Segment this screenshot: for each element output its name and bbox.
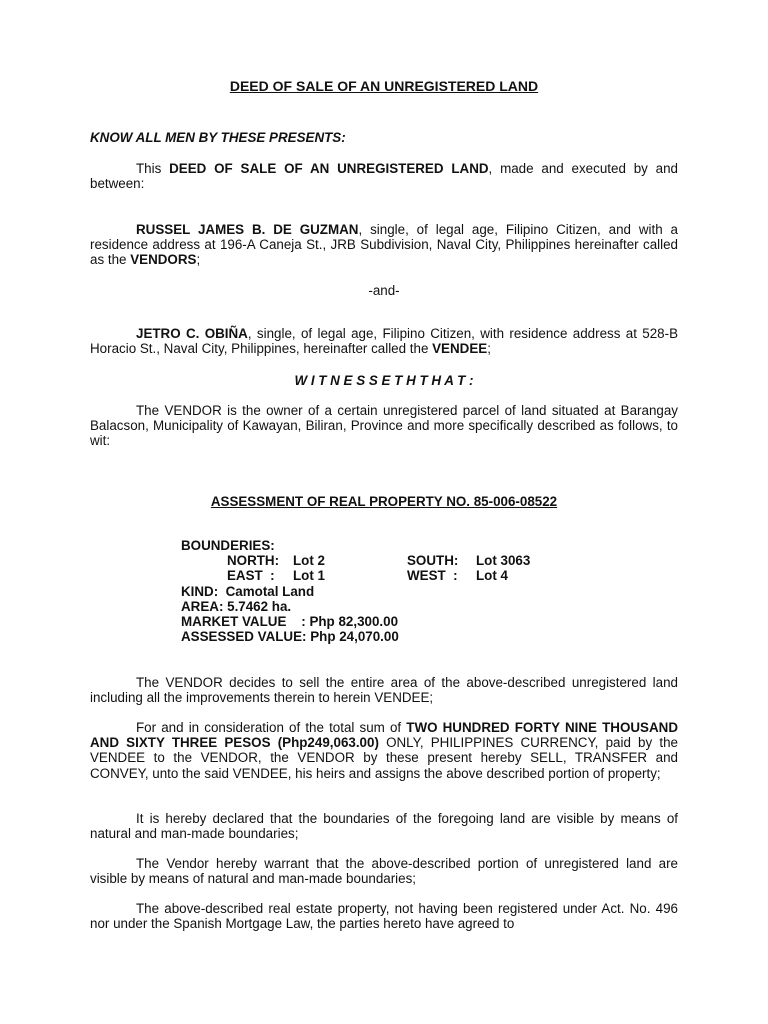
kind-line: KIND: Camotal Land bbox=[181, 583, 315, 599]
act-paragraph: The above-described real estate property, not having been registered under Act. No. 496 nor under the Spanish Mortgage Law, the parties hereto have agreed to bbox=[90, 901, 678, 932]
consideration-amount: TWO HUNDRED FORTY NINE THOUSAND AND SIXTY THREE PESOS (Php249,063.00) bbox=[90, 720, 678, 751]
vendee-paragraph bbox=[90, 326, 678, 356]
witnesseth-heading: W I T N E S S E T H T H A T : bbox=[294, 373, 474, 388]
area-line: AREA: 5.7462 ha. bbox=[181, 598, 292, 614]
assessment-heading: ASSESSMENT OF REAL PROPERTY NO. 85-006-08522 bbox=[210, 494, 558, 509]
opening-rest: , made and executed by and between: bbox=[90, 161, 679, 192]
owner-paragraph: The VENDOR is the owner of a certain unregistered parcel of land situated at Barangay Balacson, Municipality of Kawayan, Biliran, Province and more specifically described as follows, to wit: bbox=[90, 403, 678, 449]
intro-heading: KNOW ALL MEN BY THESE PRESENTS: bbox=[90, 130, 346, 145]
vendor-details: , single, of legal age, Filipino Citizen, and with a residence address at 196-A Caneja St., JRB Subdivision, Naval City, Philippines hereinafter called as the bbox=[90, 222, 679, 268]
west-value: Lot 4 bbox=[476, 568, 508, 584]
vendee-details: , single, of legal age, Filipino Citizen, with residence address at 528-B Horacio St., Naval City, Philippines, hereinafter called the bbox=[90, 326, 678, 357]
vendor-name: RUSSEL JAMES B. DE GUZMAN bbox=[136, 222, 359, 237]
south-value: Lot 3063 bbox=[476, 553, 531, 569]
consideration-lead: For and in consideration of the total sum of bbox=[136, 720, 407, 735]
south-label: SOUTH: bbox=[407, 553, 459, 569]
opening-deed-name: DEED OF SALE OF AN UNREGISTERED LAND bbox=[169, 161, 489, 176]
consideration-rest: ONLY, PHILIPPINES CURRENCY, paid by the VENDEE to the VENDOR, the VENDOR by these present hereby SELL, TRANSFER and CONVEY, unto the said VENDEE, his heirs and assigns the above described portion of property; bbox=[90, 735, 678, 781]
east-value: Lot 1 bbox=[293, 568, 325, 584]
vendee-role: VENDEE bbox=[432, 341, 488, 357]
consideration-paragraph bbox=[90, 720, 678, 781]
vendee-name: JETRO C. OBIÑA bbox=[136, 326, 248, 341]
boundaries-row-2 bbox=[181, 568, 530, 583]
vendee-end: ; bbox=[487, 341, 491, 357]
opening-paragraph bbox=[90, 161, 678, 191]
decides-paragraph: The VENDOR decides to sell the entire area of the above-described unregistered land including all the improvements therein to herein VENDEE; bbox=[90, 675, 678, 706]
north-value: Lot 2 bbox=[293, 553, 325, 569]
west-label: WEST : bbox=[407, 568, 458, 584]
declared-paragraph: It is hereby declared that the boundaries of the foregoing land are visible by means of natural and man-made boundaries; bbox=[90, 811, 678, 842]
and-separator: -and- bbox=[368, 283, 400, 298]
boundaries-row-1 bbox=[181, 553, 530, 568]
warrant-paragraph: The Vendor hereby warrant that the above-described portion of unregistered land are visible by means of natural and man-made boundaries; bbox=[90, 856, 678, 887]
boundaries-label: BOUNDERIES: bbox=[181, 538, 275, 553]
market-value-line: MARKET VALUE : Php 82,300.00 bbox=[181, 613, 399, 629]
property-details bbox=[181, 538, 530, 644]
east-label: EAST : bbox=[227, 568, 275, 584]
document-title: DEED OF SALE OF AN UNREGISTERED LAND bbox=[229, 78, 539, 94]
vendor-role: VENDORS bbox=[130, 252, 197, 268]
north-label: NORTH: bbox=[227, 553, 280, 569]
vendor-end: ; bbox=[196, 252, 201, 268]
vendor-paragraph bbox=[90, 222, 678, 268]
assessed-value-line: ASSESSED VALUE: Php 24,070.00 bbox=[181, 629, 399, 645]
opening-lead: This bbox=[136, 161, 170, 176]
